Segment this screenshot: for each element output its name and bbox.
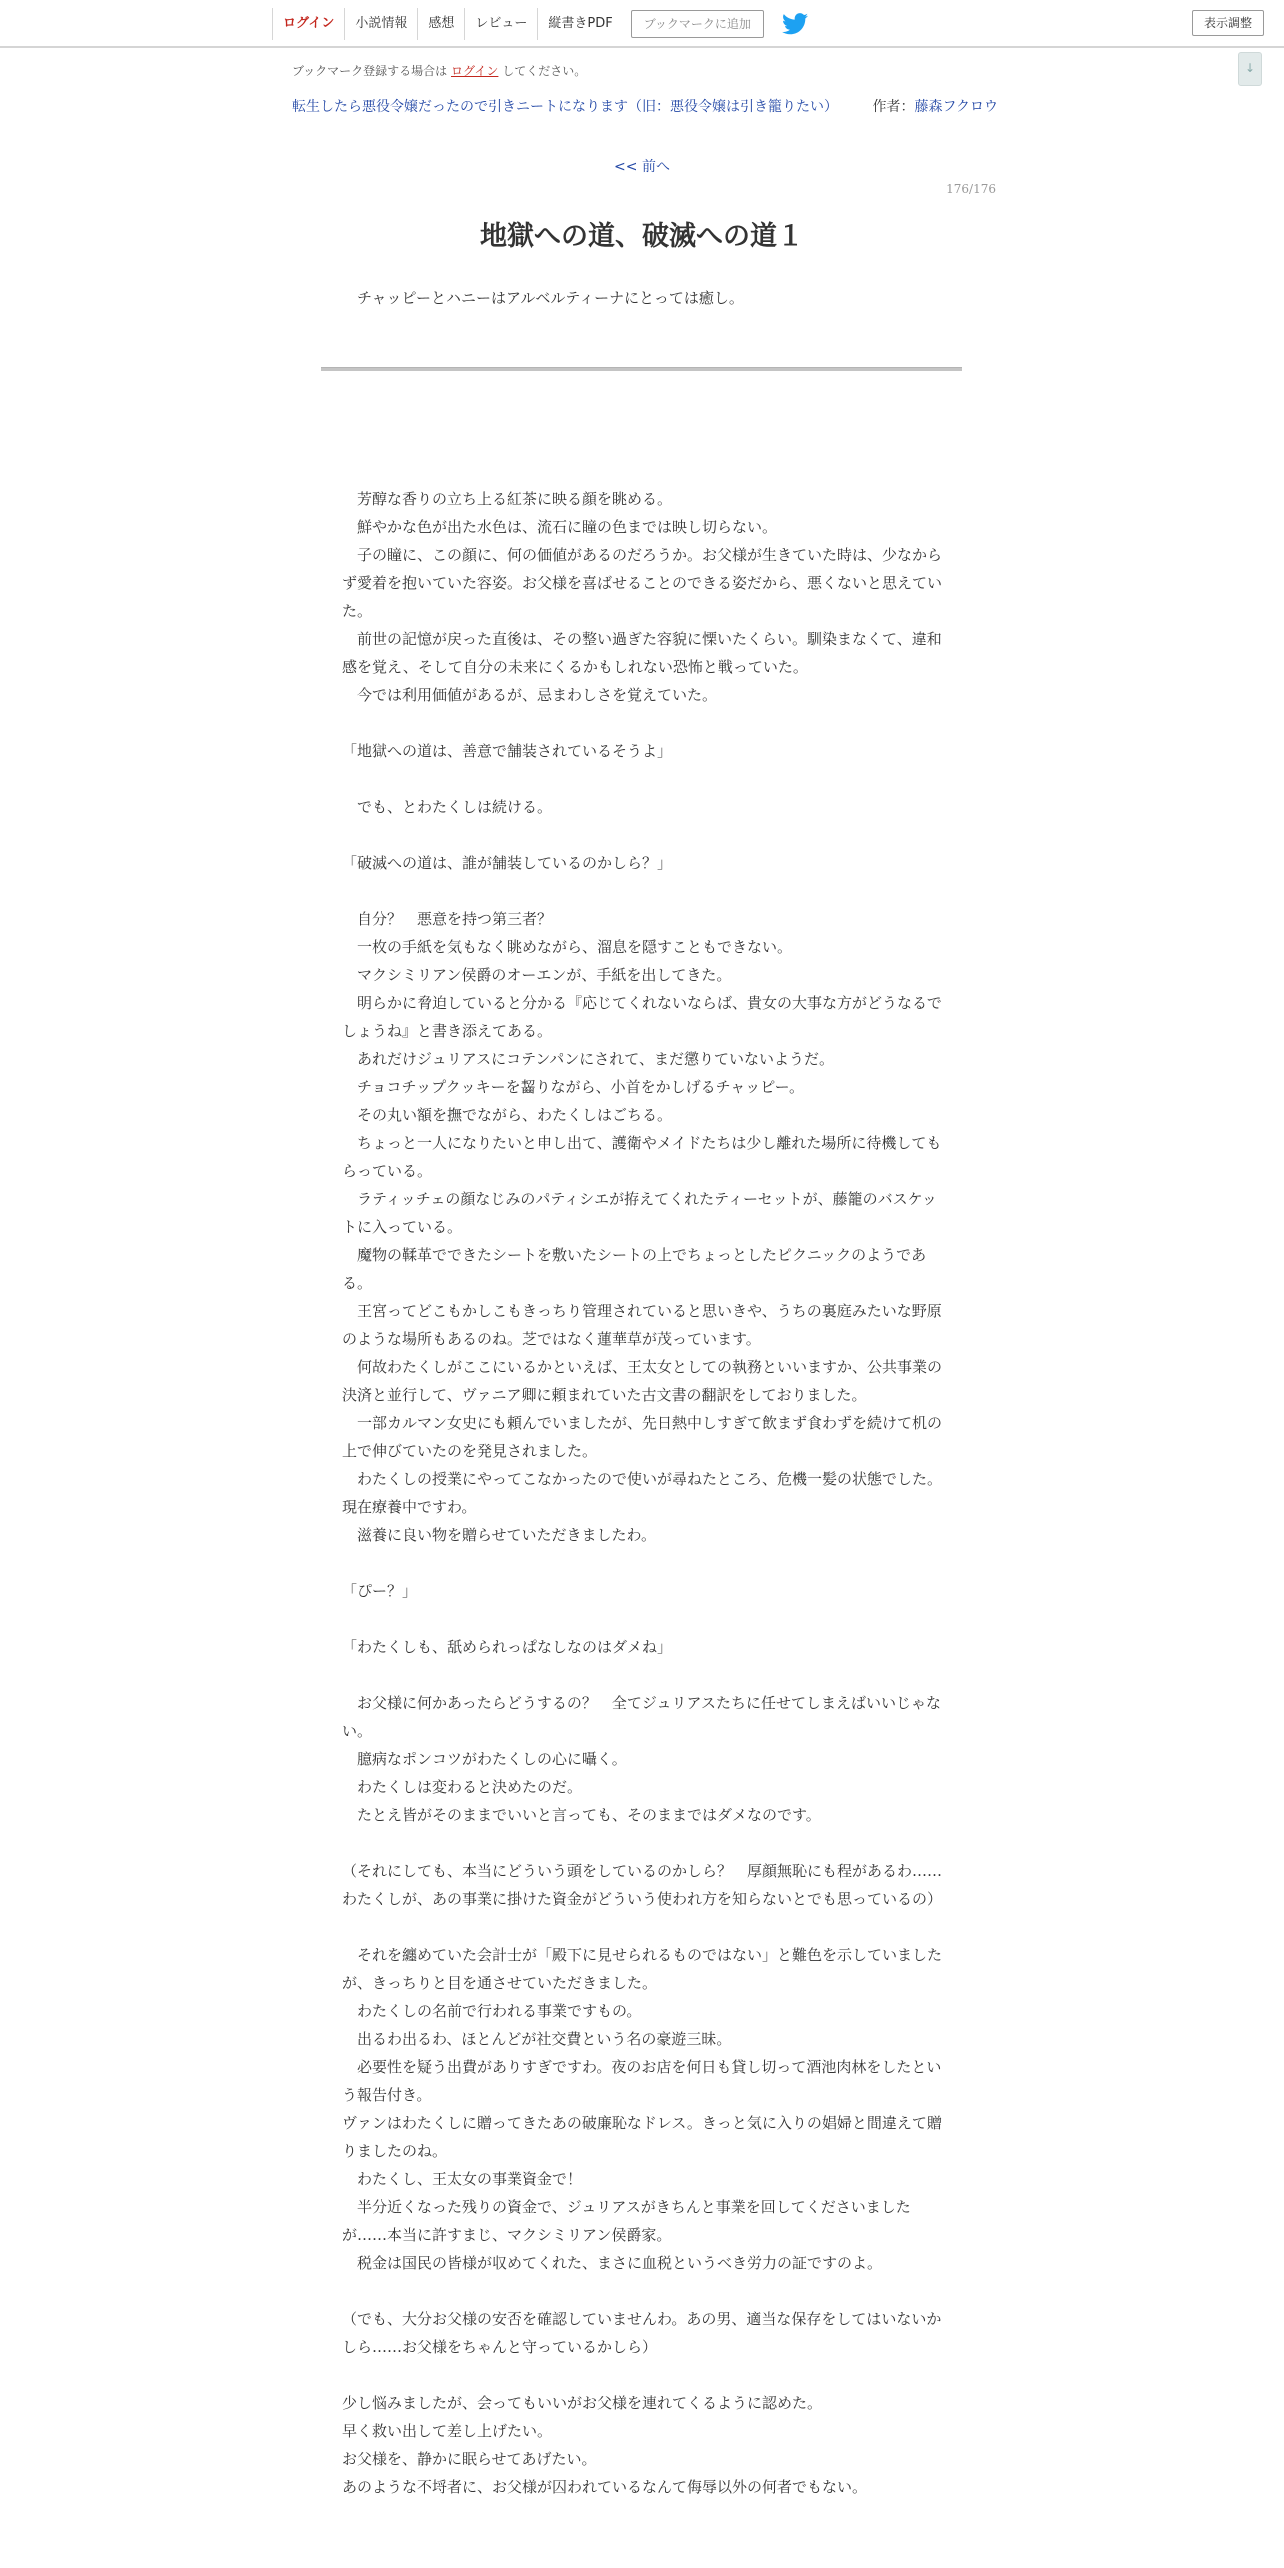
- blank-line: [342, 2277, 942, 2305]
- body-paragraph: 子の瞳に、この顔に、何の価値があるのだろうか。お父様が生きていた時は、少なからず愛着を抱いていた容姿。お父様を喜ばせることのできる姿だから、悪くないと思えていた。: [342, 546, 943, 620]
- blank-line: [342, 1605, 942, 1633]
- body-paragraph: でも、とわたくしは続ける。: [342, 798, 553, 816]
- body-paragraph: 「わたくしも、舐められっぱなしなのはダメね」: [342, 1638, 673, 1656]
- body-paragraph: 鮮やかな色が出た水色は、流石に瞳の色までは映し切らない。: [342, 518, 778, 536]
- body-paragraph: 一部カルマン女史にも頼んでいましたが、先日熱中しすぎて飲まず食わずを続けて机の上で伸びていたのを発見されました。: [342, 1414, 943, 1460]
- body-paragraph: わたくしは変わると決めたのだ。: [342, 1778, 583, 1796]
- body-paragraph: ヴァンはわたくしに贈ってきたあの破廉恥なドレス。きっと気に入りの娼婦と間違えて贈りましたのね。: [342, 2114, 942, 2160]
- body-paragraph: 「ぴー？」: [342, 1582, 418, 1600]
- bookmark-login-link[interactable]: ログイン: [451, 64, 499, 78]
- site-header: [0, 0, 1284, 48]
- body-paragraph: チョコチップクッキーを齧りながら、小首をかしげるチャッピー。: [342, 1078, 805, 1096]
- body-paragraph: あれだけジュリアスにコテンパンにされて、まだ懲りていないようだ。: [342, 1050, 835, 1068]
- blank-line: [342, 1913, 942, 1941]
- body-paragraph: マクシミリアン侯爵のオーエンが、手紙を出してきた。: [342, 966, 732, 984]
- body-paragraph: 王宮ってどこもかしこもきっちり管理されていると思いきや、うちの裏庭みたいな野原のような場所もあるのね。芝ではなく蓮華草が茂っています。: [342, 1302, 942, 1348]
- body-paragraph: 何故わたくしがここにいるかといえば、王太女としての執務といいますか、公共事業の決済と並行して、ヴァニア卿に頼まれていた古文書の翻訳をしておりました。: [342, 1358, 943, 1404]
- body-paragraph: 今では利用価値があるが、忌まわしさを覚えていた。: [342, 686, 718, 704]
- preface-divider: [321, 367, 962, 371]
- body-paragraph: わたくしの名前で行われる事業ですもの。: [342, 2002, 642, 2020]
- nav-review-link[interactable]: レビュー: [464, 8, 537, 40]
- blank-line: [342, 2361, 942, 2389]
- blank-line: [342, 877, 942, 905]
- blank-line: [342, 1661, 942, 1689]
- header-nav: [272, 8, 808, 40]
- body-paragraph: 自分？ 悪意を持つ第三者？: [342, 910, 553, 928]
- body-paragraph: 早く救い出して差し上げたい。: [342, 2422, 553, 2440]
- body-paragraph: 臆病なポンコツがわたくしの心に囁く。: [342, 1750, 627, 1768]
- bookmark-notice-text-end: してください。: [502, 64, 587, 78]
- body-paragraph: ちょっと一人になりたいと申し出て、護衛やメイドたちは少し離れた場所に待機してもらっている。: [342, 1134, 942, 1180]
- blank-line: [342, 709, 942, 737]
- body-paragraph: 芳醇な香りの立ち上る紅茶に映る顔を眺める。: [342, 490, 673, 508]
- body-paragraph: 「地獄への道は、善意で舗装されているそうよ」: [342, 742, 673, 760]
- nav-novel-info-link[interactable]: 小説情報: [344, 8, 417, 40]
- blank-line: [342, 821, 942, 849]
- blank-line: [342, 765, 942, 793]
- body-paragraph: 魔物の鞣革でできたシートを敷いたシートの上でちょっとしたピクニックのようである。: [342, 1246, 927, 1292]
- body-paragraph: お父様を、静かに眠らせてあげたい。: [342, 2450, 597, 2468]
- body-paragraph: （でも、大分お父様の安否を確認していませんわ。あの男、適当な保存をしてはいないかしら……お父様をちゃんと守っているかしら）: [342, 2310, 942, 2356]
- body-paragraph: たとえ皆がそのままでいいと言っても、そのままではダメなのです。: [342, 1806, 821, 1824]
- body-paragraph: お父様に何かあったらどうするの？ 全てジュリアスたちに任せてしまえばいいじゃない。: [342, 1694, 941, 1740]
- twitter-icon[interactable]: [782, 13, 808, 35]
- body-paragraph: 半分近くなった残りの資金で、ジュリアスがきちんと事業を回してくださいましたが……本当に許すまじ、マクシミリアン侯爵家。: [342, 2198, 911, 2244]
- body-paragraph: ラティッチェの顔なじみのパティシエが拵えてくれたティーセットが、藤籠のバスケットに入っている。: [342, 1190, 937, 1236]
- body-paragraph: 必要性を疑う出費がありすぎですわ。夜のお店を何日も貸し切って酒池肉林をしたという報告付き。: [342, 2058, 942, 2104]
- bookmark-notice-text: ブックマーク登録する場合は: [292, 64, 448, 78]
- body-paragraph: あのような不埒者に、お父様が囚われているなんて侮辱以外の何者でもない。: [342, 2478, 868, 2496]
- add-bookmark-button[interactable]: ブックマークに追加: [631, 10, 764, 38]
- body-paragraph: （それにしても、本当にどういう頭をしているのかしら？ 厚顔無恥にも程があるわ……わたくしが、あの事業に掛けた資金がどういう使われ方を知らないとでも思っているの）: [342, 1862, 943, 1908]
- body-paragraph: 税金は国民の皆様が収めてくれた、まさに血税というべき労力の証ですのよ。: [342, 2254, 883, 2272]
- scroll-down-tab[interactable]: ↓: [1238, 52, 1262, 86]
- body-paragraph: 明らかに脅迫していると分かる『応じてくれないならば、貴女の大事な方がどうなるでしょうね』と書き添えてある。: [342, 994, 942, 1040]
- blank-line: [342, 1549, 942, 1577]
- nav-vertical-pdf-link[interactable]: 縦書きPDF: [537, 8, 622, 40]
- novel-info-line: [292, 96, 998, 116]
- display-settings-button[interactable]: 表示調整: [1192, 10, 1264, 36]
- body-paragraph: 「破滅への道は、誰が舗装しているのかしら？」: [342, 854, 673, 872]
- novel-body: [342, 485, 942, 2501]
- body-paragraph: 滋養に良い物を贈らせていただきましたわ。: [342, 1526, 656, 1544]
- body-paragraph: それを纏めていた会計士が「殿下に見せられるものではない」と難色を示していましたが、きっちりと目を通させていただきました。: [342, 1946, 943, 1992]
- previous-episode-link[interactable]: << 前へ: [614, 159, 670, 175]
- author-label: 作者：: [872, 99, 915, 115]
- bookmark-notice: [292, 62, 586, 79]
- author-link[interactable]: 藤森フクロウ: [914, 99, 999, 115]
- novel-title-link[interactable]: 転生したら悪役令嬢だったので引きニートになります（旧：悪役令嬢は引き籠りたい）: [292, 99, 838, 115]
- episode-title: 地獄への道、破滅への道１: [480, 221, 804, 252]
- body-paragraph: 一枚の手紙を気もなく眺めながら、溜息を隠すこともできない。: [342, 938, 793, 956]
- body-paragraph: その丸い額を撫でながら、わたくしはごちる。: [342, 1106, 673, 1124]
- episode-preface: チャッピーとハニーはアルベルティーナにとっては癒し。: [342, 289, 744, 307]
- blank-line: [342, 1829, 942, 1857]
- body-paragraph: 出るわ出るわ、ほとんどが社交費という名の豪遊三昧。: [342, 2030, 732, 2048]
- body-paragraph: わたくしの授業にやってこなかったので使いが尋ねたところ、危機一髪の状態でした。現在療養中ですわ。: [342, 1470, 943, 1516]
- body-paragraph: 前世の記憶が戻った直後は、その整い過ぎた容貌に慄いたくらい。馴染まなくて、違和感を覚え、そして自分の未来にくるかもしれない恐怖と戦っていた。: [342, 630, 942, 676]
- body-paragraph: 少し悩みましたが、会ってもいいがお父様を連れてくるように認めた。: [342, 2394, 823, 2412]
- nav-impressions-link[interactable]: 感想: [417, 8, 464, 40]
- nav-login-link[interactable]: ログイン: [272, 8, 344, 40]
- body-paragraph: わたくし、王太女の事業資金で！: [342, 2170, 583, 2188]
- page-counter: 176/176: [946, 182, 996, 196]
